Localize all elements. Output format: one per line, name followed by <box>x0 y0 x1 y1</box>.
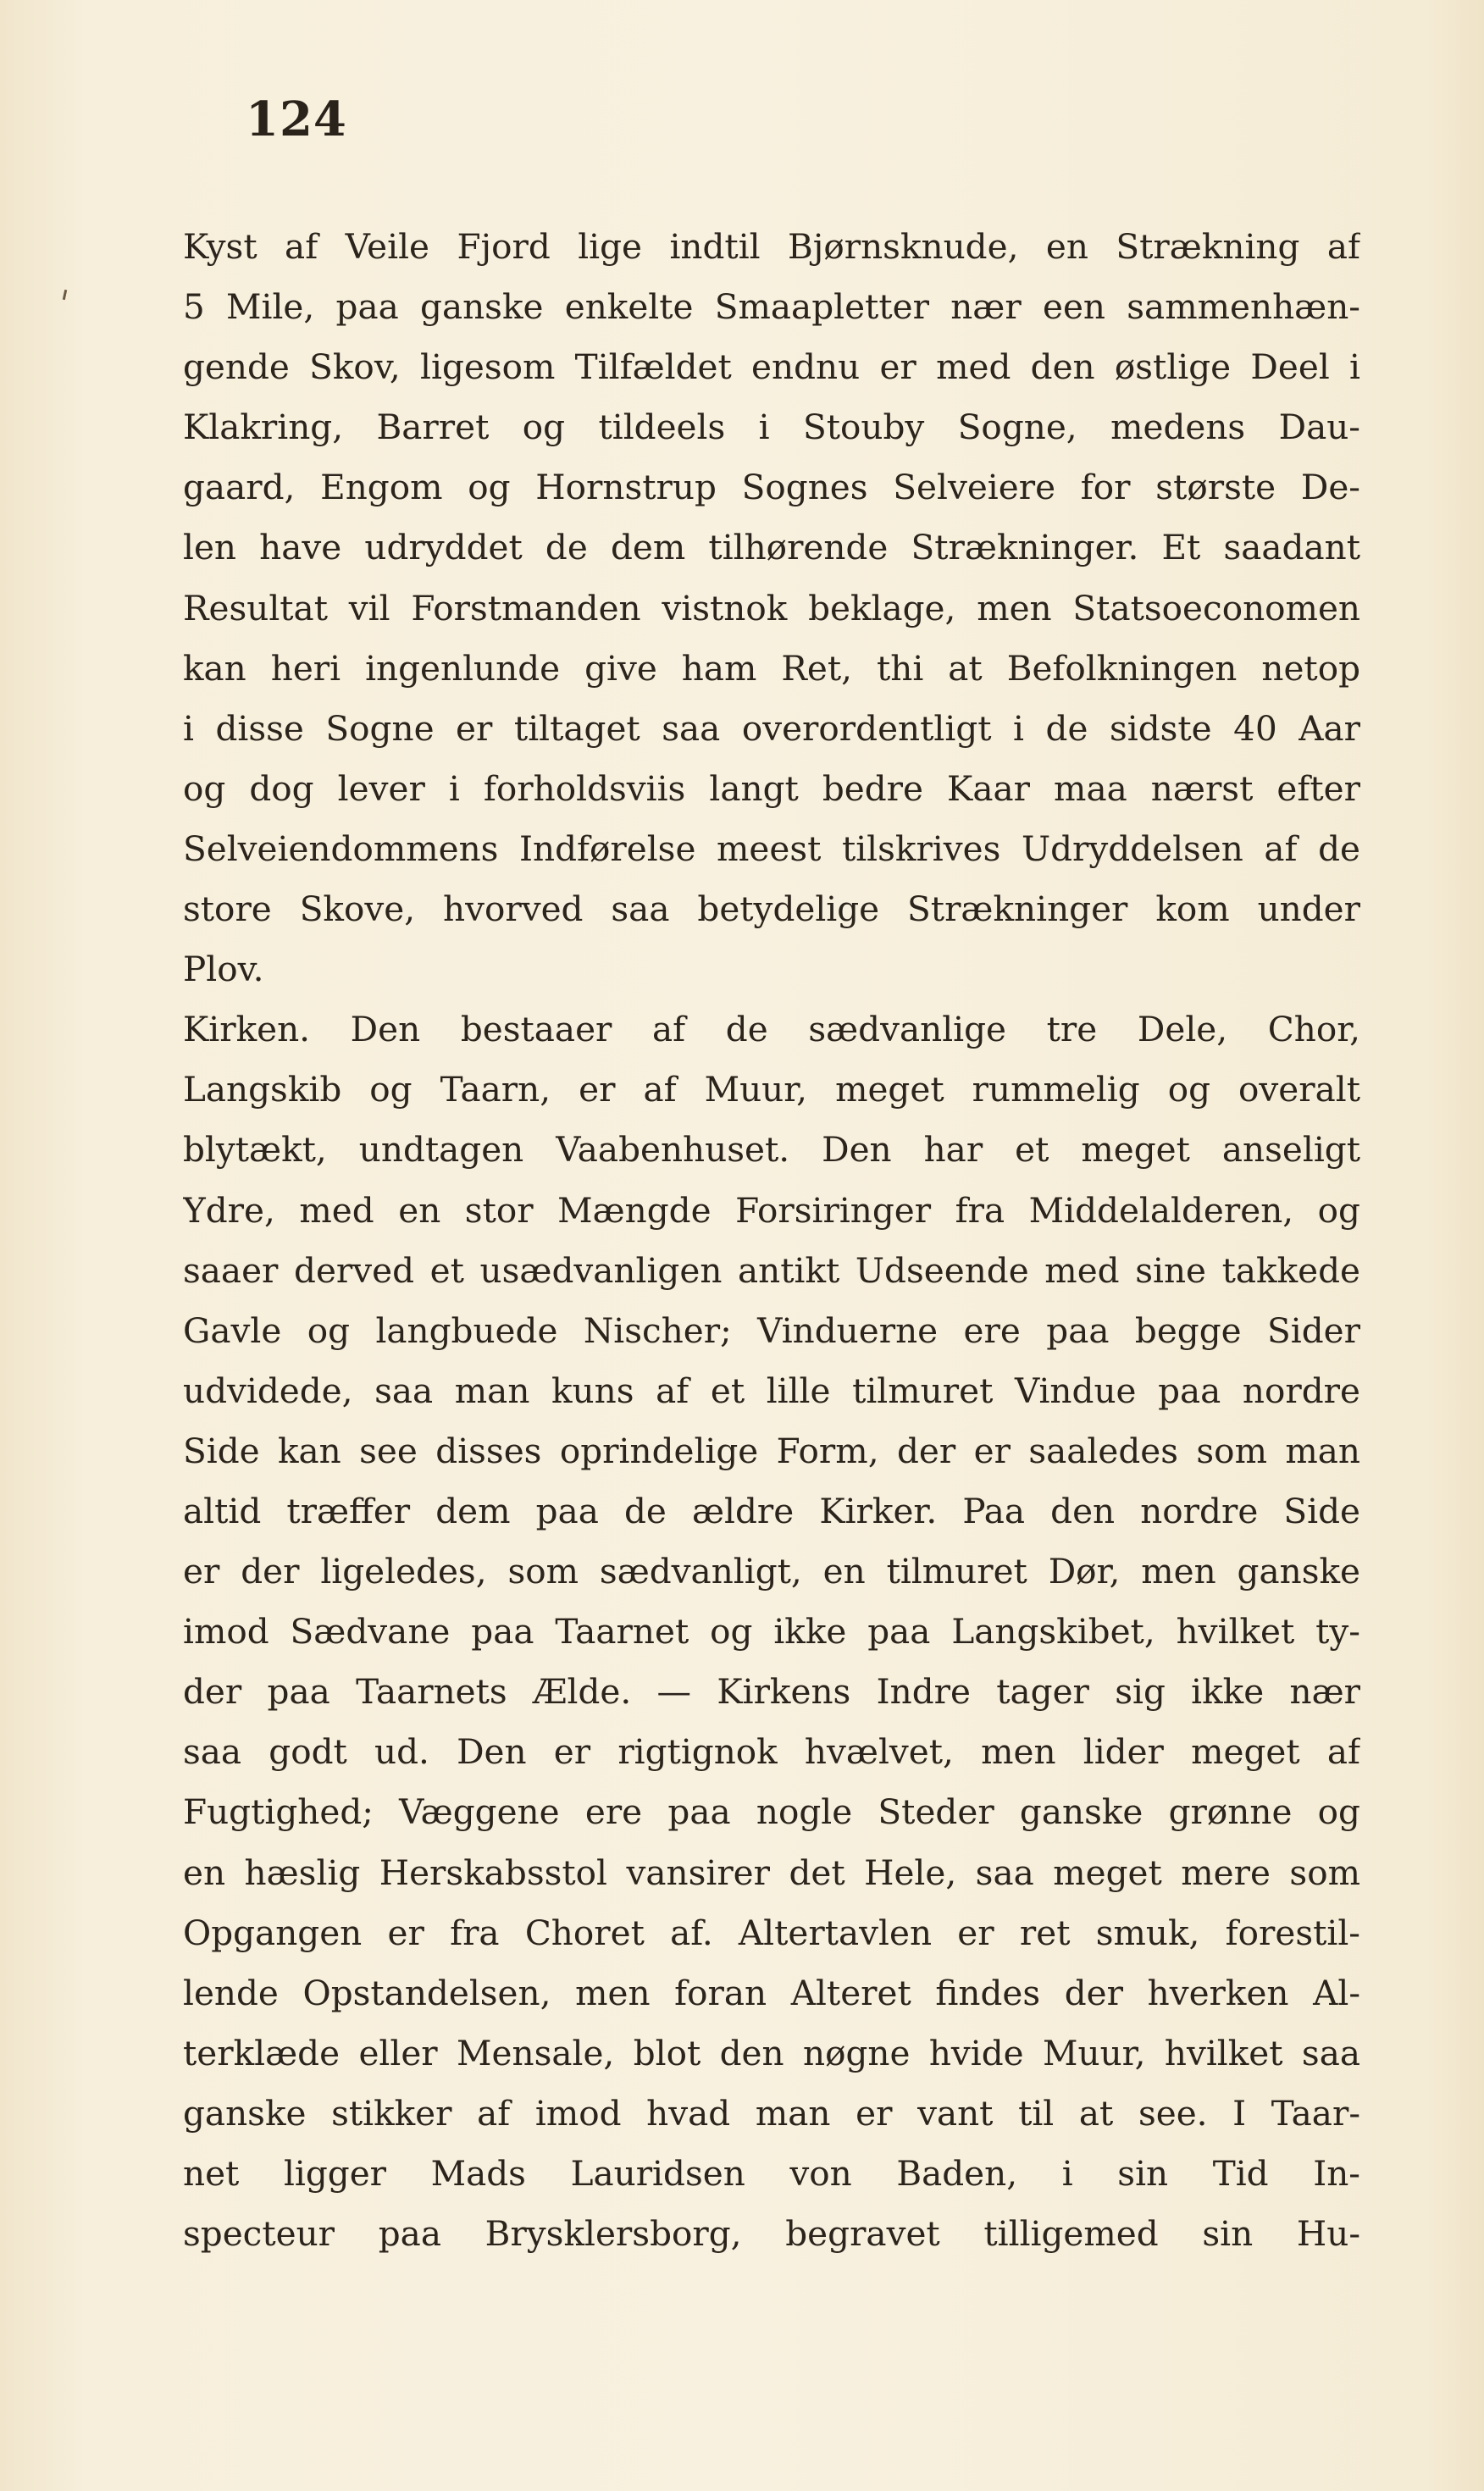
text-line: net ligger Mads Lauridsen von Baden, i sin Tid In- <box>183 2153 1360 2194</box>
page-number: 124 <box>246 91 347 147</box>
text-line: Side kan see disses oprindelige Form, der er saaledes som man <box>183 1430 1360 1471</box>
text-line: Langskib og Taarn, er af Muur, meget rummelig og overalt <box>183 1069 1360 1110</box>
text-line: i disse Sogne er tiltaget saa overordentligt i de sidste 40 Aar <box>183 707 1360 749</box>
text-line: og dog lever i forholdsviis langt bedre Kaar maa nærst efter <box>183 767 1360 809</box>
text-line: er der ligeledes, som sædvanligt, en tilmuret Dør, men ganske <box>183 1551 1360 1592</box>
text-line: terklæde eller Mensale, blot den nøgne hvide Muur, hvilket saa <box>183 2032 1360 2073</box>
text-line: len have udryddet de dem tilhørende Strækninger. Et saadant <box>183 527 1360 568</box>
text-line: Selveiendommens Indførelse meest tilskrives Udryddelsen af de <box>183 828 1360 869</box>
text-line: Klakring, Barret og tildeels i Stouby Sogne, medens Dau- <box>183 407 1360 448</box>
text-line: Fugtighed; Væggene ere paa nogle Steder ganske grønne og <box>183 1791 1360 1833</box>
text-line: specteur paa Brysklersborg, begravet tilligemed sin Hu- <box>183 2213 1360 2255</box>
margin-mark <box>63 290 67 300</box>
text-line: lende Opstandelsen, men foran Alteret findes der hverken Al- <box>183 1972 1360 2013</box>
text-line: kan heri ingenlunde give ham Ret, thi at Befolkningen netop <box>183 647 1360 689</box>
text-line: udvidede, saa man kuns af et lille tilmuret Vindue paa nordre <box>183 1370 1360 1411</box>
text-line: gende Skov, ligesom Tilfældet endnu er med den østlige Deel i <box>183 346 1360 388</box>
text-line: 5 Mile, paa ganske enkelte Smaapletter nær een sammenhæn- <box>183 286 1360 328</box>
text-line: Resultat vil Forstmanden vistnok beklage, men Statsoeconomen <box>183 587 1360 628</box>
section-heading-line: Kirken. Den bestaaer af de sædvanlige tre Dele, Chor, <box>183 1009 1360 1050</box>
text-line: en hæslig Herskabsstol vansirer det Hele, saa meget mere som <box>183 1852 1360 1893</box>
text-line: Gavle og langbuede Nischer; Vinduerne ere paa begge Sider <box>183 1309 1360 1351</box>
text-line: saa godt ud. Den er rigtignok hvælvet, men lider meget af <box>183 1731 1360 1773</box>
text-line: ganske stikker af imod hvad man er vant til at see. I Taar- <box>183 2092 1360 2134</box>
text-line: Plov. <box>183 949 264 990</box>
text-line: Ydre, med en stor Mængde Forsiringer fra Middelalderen, og <box>183 1189 1360 1231</box>
text-line: altid træffer dem paa de ældre Kirker. Paa den nordre Side <box>183 1490 1360 1531</box>
text-line: gaard, Engom og Hornstrup Sognes Selveiere for største De- <box>183 467 1360 508</box>
body-text <box>183 217 1360 2264</box>
text-line: Opgangen er fra Choret af. Altertavlen er ret smuk, forestil- <box>183 1912 1360 1953</box>
text-line: blytækt, undtagen Vaabenhuset. Den har et meget anseligt <box>183 1129 1360 1171</box>
text-line: saaer derved et usædvanligen antikt Udseende med sine takkede <box>183 1249 1360 1291</box>
text-line: store Skove, hvorved saa betydelige Strækninger kom under <box>183 888 1360 930</box>
text-line: der paa Taarnets Ælde. — Kirkens Indre tager sig ikke nær <box>183 1671 1360 1713</box>
text-line: Kyst af Veile Fjord lige indtil Bjørnsknude, en Strækning af <box>183 226 1360 267</box>
text-line: imod Sædvane paa Taarnet og ikke paa Langskibet, hvilket ty- <box>183 1611 1360 1652</box>
